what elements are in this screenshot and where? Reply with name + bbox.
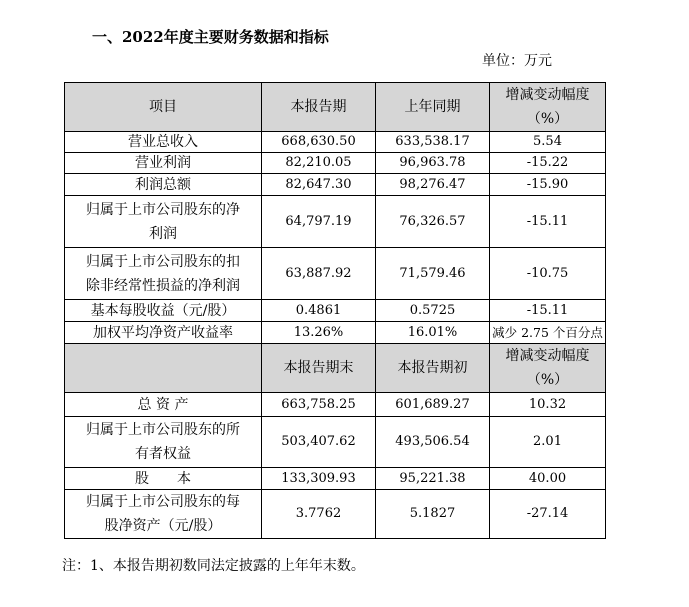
row-label: 基本每股收益（元/股） [65, 300, 262, 322]
table-row [65, 196, 606, 248]
header-period-start: 本报告期初 [376, 344, 490, 393]
row-label: 归属于上市公司股东的每 股净资产（元/股） [65, 490, 262, 539]
cell-value: 3.7762 [262, 490, 376, 539]
row-label: 营业总收入 [65, 132, 262, 153]
cell-value: 2.01 [490, 417, 606, 468]
cell-value: 16.01% [376, 322, 490, 344]
header-current-period: 本报告期 [262, 83, 376, 132]
cell-value: -15.11 [490, 196, 606, 248]
cell-value: 633,538.17 [376, 132, 490, 153]
footnote: 注：1、本报告期初数同法定披露的上年年末数。 [62, 558, 365, 574]
cell-value: -10.75 [490, 248, 606, 300]
row-label: 利润总额 [65, 174, 262, 196]
row-label: 股 本 [65, 468, 262, 490]
cell-value: -27.14 [490, 490, 606, 539]
cell-value: 10.32 [490, 393, 606, 417]
cell-value: 63,887.92 [262, 248, 376, 300]
cell-value: 5.1827 [376, 490, 490, 539]
cell-value: -15.22 [490, 153, 606, 174]
cell-value: 96,963.78 [376, 153, 490, 174]
table-row [65, 393, 606, 417]
cell-value: 76,326.57 [376, 196, 490, 248]
row-label: 归属于上市公司股东的所 有者权益 [65, 417, 262, 468]
section-heading: 一、2022年度主要财务数据和指标 [92, 28, 329, 46]
cell-value: 663,758.25 [262, 393, 376, 417]
cell-value: -15.90 [490, 174, 606, 196]
cell-value: 0.5725 [376, 300, 490, 322]
table-header-row [65, 83, 606, 132]
header-change-rate: 增减变动幅度 （%） [490, 344, 606, 393]
header-change-rate: 增减变动幅度 （%） [490, 83, 606, 132]
cell-value: 493,506.54 [376, 417, 490, 468]
table-row [65, 174, 606, 196]
table-row [65, 468, 606, 490]
cell-value: 668,630.50 [262, 132, 376, 153]
cell-value: 133,309.93 [262, 468, 376, 490]
header-period-end: 本报告期末 [262, 344, 376, 393]
cell-value: 503,407.62 [262, 417, 376, 468]
cell-value: -15.11 [490, 300, 606, 322]
table-row [65, 132, 606, 153]
cell-value: 95,221.38 [376, 468, 490, 490]
table-row [65, 417, 606, 468]
row-label: 总 资 产 [65, 393, 262, 417]
cell-value: 82,210.05 [262, 153, 376, 174]
cell-value: 98,276.47 [376, 174, 490, 196]
row-label: 营业利润 [65, 153, 262, 174]
table-row [65, 248, 606, 300]
subheader-empty [65, 344, 262, 393]
table-subheader-row [65, 344, 606, 393]
header-item: 项目 [65, 83, 262, 132]
cell-value: 64,797.19 [262, 196, 376, 248]
cell-value: 40.00 [490, 468, 606, 490]
cell-value: 601,689.27 [376, 393, 490, 417]
cell-value: 71,579.46 [376, 248, 490, 300]
cell-value: 减少 2.75 个百分点 [490, 322, 606, 344]
unit-label: 单位：万元 [482, 53, 552, 69]
row-label: 归属于上市公司股东的扣 除非经常性损益的净利润 [65, 248, 262, 300]
cell-value: 0.4861 [262, 300, 376, 322]
cell-value: 82,647.30 [262, 174, 376, 196]
header-prior-period: 上年同期 [376, 83, 490, 132]
cell-value: 13.26% [262, 322, 376, 344]
financial-data-table [64, 82, 606, 539]
table-row [65, 300, 606, 322]
table-row [65, 490, 606, 539]
row-label: 加权平均净资产收益率 [65, 322, 262, 344]
row-label: 归属于上市公司股东的净 利润 [65, 196, 262, 248]
table-row [65, 153, 606, 174]
table-row [65, 322, 606, 344]
cell-value: 5.54 [490, 132, 606, 153]
